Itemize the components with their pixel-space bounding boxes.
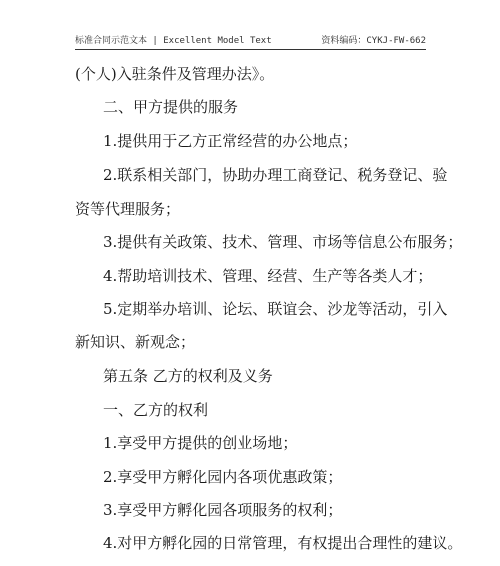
list-item: 5.定期举办培训、论坛、联谊会、沙龙等活动，引入 — [103, 300, 448, 318]
list-item: 2.联系相关部门，协助办理工商登记、税务登记、验 — [103, 166, 448, 184]
list-item: 3.提供有关政策、技术、管理、市场等信息公布服务； — [103, 233, 463, 251]
page-header — [75, 31, 426, 50]
section-heading: 一、乙方的权利 — [103, 401, 209, 419]
list-item: 2.享受甲方孵化园内各项优惠政策； — [103, 468, 343, 486]
section-heading: 二、甲方提供的服务 — [103, 98, 239, 116]
text-line: (个人)入驻条件及管理办法》。 — [75, 65, 275, 83]
list-item: 3.享受甲方孵化园各项服务的权利； — [103, 501, 343, 519]
list-item: 4.帮助培训技术、管理、经营、生产等各类人才； — [103, 267, 433, 285]
list-item-continuation: 新知识、新观念； — [75, 333, 196, 351]
list-item-continuation: 资等代理服务； — [75, 200, 181, 218]
list-item: 4.对甲方孵化园的日常管理，有权提出合理性的建议。 — [103, 534, 463, 552]
header-title: 标准合同示范文本 | Excellent Model Text — [75, 36, 272, 46]
list-item: 1.享受甲方提供的创业场地； — [103, 434, 298, 452]
list-item: 1.提供用于乙方正常经营的办公地点； — [103, 132, 358, 150]
document-code: 资料编码：CYKJ-FW-662 — [321, 36, 426, 46]
article-heading: 第五条 乙方的权利及义务 — [103, 367, 273, 385]
